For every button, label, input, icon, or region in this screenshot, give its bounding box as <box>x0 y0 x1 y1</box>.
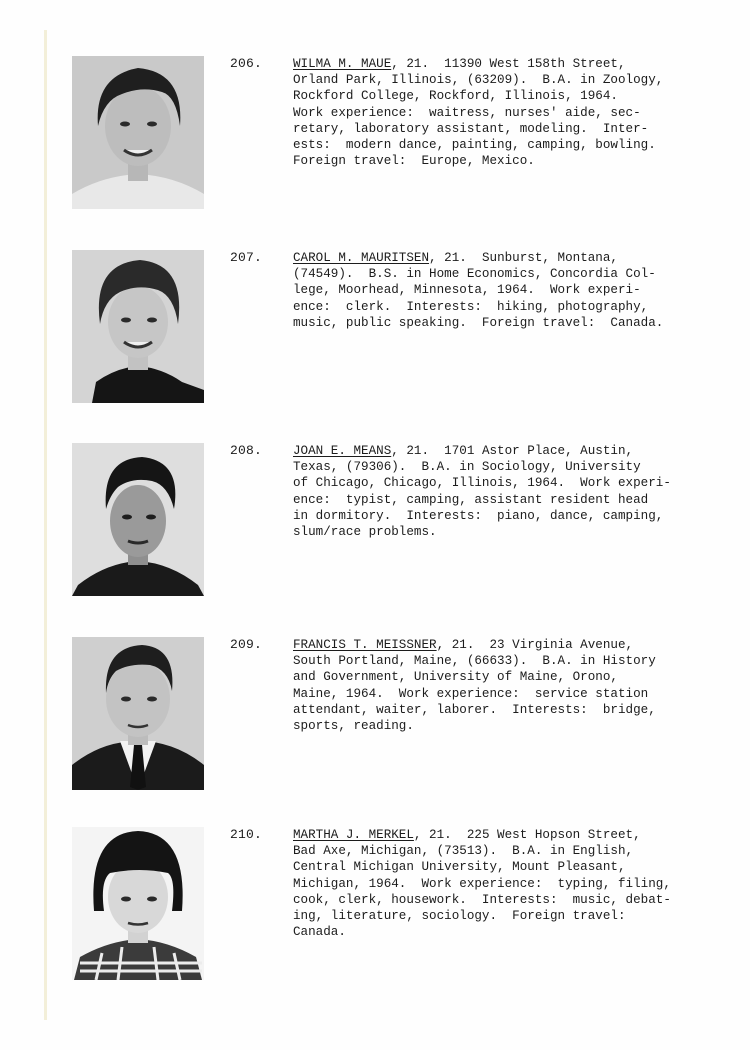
entry-text <box>293 250 693 331</box>
entry-line: attendant, waiter, laborer. Interests: bridge, <box>293 702 656 717</box>
entry-line: in dormitory. Interests: piano, dance, camping, <box>293 508 664 523</box>
entry-line: Michigan, 1964. Work experience: typing, filing, <box>293 876 671 891</box>
entry-line: retary, laboratory assistant, modeling. Inter- <box>293 121 649 136</box>
entry-number: 207. <box>230 250 263 265</box>
entry-line: Texas, (79306). B.A. in Sociology, University <box>293 460 641 475</box>
entry-text <box>293 443 693 540</box>
entry-line: Rockford College, Rockford, Illinois, 1964. <box>293 89 618 104</box>
entry-line: sports, reading. <box>293 719 414 734</box>
portrait-photo <box>72 827 204 980</box>
entry-line: Maine, 1964. Work experience: service station <box>293 686 649 701</box>
entry-text <box>293 827 693 940</box>
portrait-photo <box>72 443 204 596</box>
entry-line: , 21. Sunburst, Montana, <box>429 251 618 265</box>
portrait-photo <box>72 56 204 209</box>
entry-line: of Chicago, Chicago, Illinois, 1964. Work experi- <box>293 476 671 491</box>
portrait-woman-bob-icon <box>72 827 204 980</box>
entry-number: 210. <box>230 827 263 842</box>
portrait-woman-updo-icon <box>72 443 204 596</box>
portrait-photo <box>72 637 204 790</box>
entry-number: 209. <box>230 637 263 652</box>
entry-line: ests: modern dance, painting, camping, bowling. <box>293 138 656 153</box>
entry-207 <box>0 250 750 410</box>
entry-line: South Portland, Maine, (66633). B.A. in History <box>293 654 656 669</box>
portrait-photo <box>72 250 204 403</box>
entry-name: MARTHA J. MERKEL <box>293 828 414 842</box>
entry-line: ing, literature, sociology. Foreign travel: <box>293 909 626 924</box>
entry-line: , 21. 1701 Astor Place, Austin, <box>391 444 634 458</box>
entry-line: , 21. 23 Virginia Avenue, <box>436 638 634 652</box>
entry-210 <box>0 827 750 987</box>
entry-line: cook, clerk, housework. Interests: music, debat- <box>293 892 671 907</box>
entry-name: FRANCIS T. MEISSNER <box>293 638 437 652</box>
entry-line: music, public speaking. Foreign travel: Canada. <box>293 315 664 330</box>
entry-line: and Government, University of Maine, Orono, <box>293 670 618 685</box>
entry-line: , 21. 225 West Hopson Street, <box>413 828 641 842</box>
entry-208 <box>0 443 750 603</box>
entry-line: Canada. <box>293 925 346 940</box>
entry-206 <box>0 56 750 216</box>
entry-line: Foreign travel: Europe, Mexico. <box>293 154 535 169</box>
entry-line: slum/race problems. <box>293 525 437 540</box>
entry-number: 206. <box>230 56 263 71</box>
entry-name: WILMA M. MAUE <box>293 57 392 71</box>
portrait-woman-bouffant-icon <box>72 250 204 403</box>
entry-209 <box>0 637 750 797</box>
entry-line: Central Michigan University, Mount Pleasant, <box>293 860 626 875</box>
entry-name: JOAN E. MEANS <box>293 444 392 458</box>
entry-line: Work experience: waitress, nurses' aide, sec- <box>293 105 641 120</box>
entry-text <box>293 56 693 169</box>
entry-line: , 21. 11390 West 158th Street, <box>391 57 626 71</box>
entry-line: Bad Axe, Michigan, (73513). B.A. in English, <box>293 844 634 859</box>
entry-number: 208. <box>230 443 263 458</box>
entry-name: CAROL M. MAURITSEN <box>293 251 430 265</box>
entry-line: lege, Moorhead, Minnesota, 1964. Work experi- <box>293 283 641 298</box>
entry-line: ence: typist, camping, assistant resident head <box>293 492 649 507</box>
portrait-man-suit-icon <box>72 637 204 790</box>
entry-text <box>293 637 693 734</box>
entry-line: (74549). B.S. in Home Economics, Concordia Col- <box>293 267 656 282</box>
entry-line: ence: clerk. Interests: hiking, photography, <box>293 299 649 314</box>
portrait-woman-short-hair-icon <box>72 56 204 209</box>
entry-line: Orland Park, Illinois, (63209). B.A. in Zoology, <box>293 73 664 88</box>
